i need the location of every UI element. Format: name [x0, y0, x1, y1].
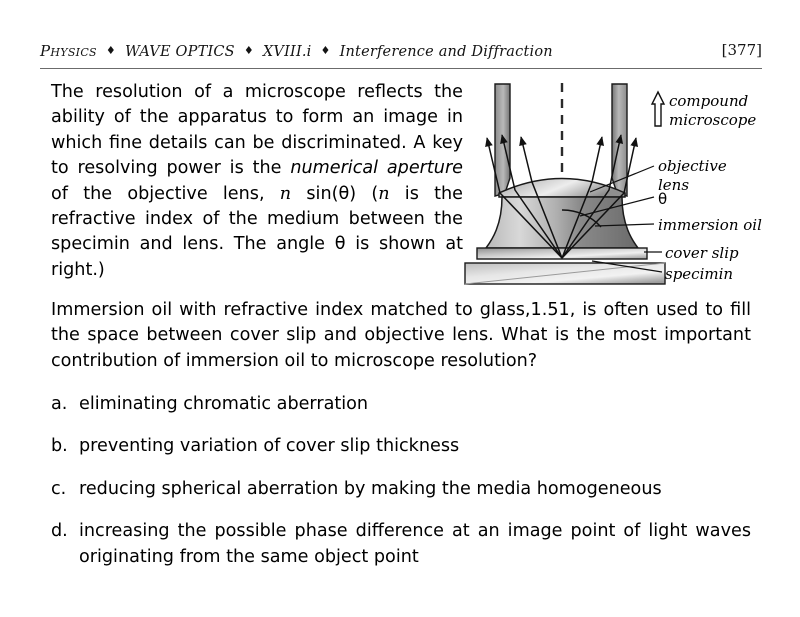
- math-theta-second: θ: [334, 234, 346, 255]
- answer-choice-c[interactable]: [51, 477, 751, 502]
- immersion-oil-body: [486, 197, 638, 248]
- answer-choice-c-letter: c.: [51, 478, 67, 499]
- answer-choice-a[interactable]: [51, 392, 751, 417]
- answer-choice-b[interactable]: [51, 434, 751, 459]
- math-variable-n-first: n: [279, 183, 292, 204]
- answer-choice-list: [51, 392, 751, 587]
- intro-emphasis-numerical-aperture: numerical aperture: [290, 158, 463, 179]
- math-sin-close: ) (: [349, 183, 379, 204]
- header-separator-3: ♦: [320, 44, 331, 57]
- answer-choice-d-letter: d.: [51, 521, 68, 542]
- answer-choice-a-letter: a.: [51, 394, 68, 414]
- specimin-slide-slab: [465, 263, 665, 284]
- intro-text-part3: is the refractive index of the medium between the specimin and lens. The angle: [51, 183, 463, 255]
- header-topic: WAVE OPTICS: [124, 44, 235, 60]
- page-number: [377]: [721, 41, 762, 59]
- page-header: [40, 42, 762, 68]
- intro-text-part1: The resolution of a microscope reflects the ability of the apparatus to form an image in which fine details can be discriminated. A key to resolving power is the: [51, 82, 463, 179]
- intro-text-part2: of the objective lens,: [51, 183, 280, 204]
- compound-microscope-arrow-icon: [652, 92, 664, 126]
- answer-choice-d-text: increasing the possible phase difference at an image point of light waves originating from the same object point: [79, 521, 751, 567]
- header-subject: Physics: [40, 42, 97, 60]
- header-breadcrumb: [40, 42, 553, 60]
- answer-choice-d[interactable]: [51, 519, 751, 570]
- figure-label-microscope: microscope: [669, 111, 757, 129]
- header-section: XVIII.i: [262, 44, 312, 60]
- answer-choice-b-text: preventing variation of cover slip thickness: [79, 436, 460, 457]
- header-divider-rule: [40, 68, 762, 69]
- answer-choice-b-letter: b.: [51, 436, 68, 457]
- math-sin-open: sin(: [291, 183, 339, 204]
- intro-text-part4: is shown at right.): [51, 234, 463, 280]
- figure-label-cover-slip: cover slip: [665, 244, 739, 262]
- figure-label-objective: objective: [658, 157, 727, 175]
- intro-paragraph: [51, 80, 463, 283]
- math-variable-n-second: n: [378, 183, 390, 204]
- question-paragraph: Immersion oil with refractive index matched to glass,1.51, is often used to fill the space between cover slip and objective lens. What is the most important contribution of immersion oil to microscope resolution?: [51, 300, 751, 371]
- figure-label-compound: compound: [669, 92, 749, 110]
- figure-label-specimin: specimin: [665, 265, 734, 283]
- figure-label-theta: θ: [658, 190, 668, 208]
- math-theta-first: θ: [338, 183, 350, 204]
- answer-choice-a-text: eliminating chromatic aberration: [79, 394, 369, 414]
- header-separator-1: ♦: [105, 44, 116, 57]
- figure-label-lens: lens: [658, 176, 690, 194]
- header-separator-2: ♦: [243, 44, 254, 57]
- answer-choice-c-text: reducing spherical aberration by making the media homogeneous: [79, 478, 662, 499]
- microscope-diagram: [462, 80, 782, 292]
- header-chapter: Interference and Diffraction: [339, 44, 553, 60]
- figure-label-immersion-oil: immersion oil: [658, 216, 762, 234]
